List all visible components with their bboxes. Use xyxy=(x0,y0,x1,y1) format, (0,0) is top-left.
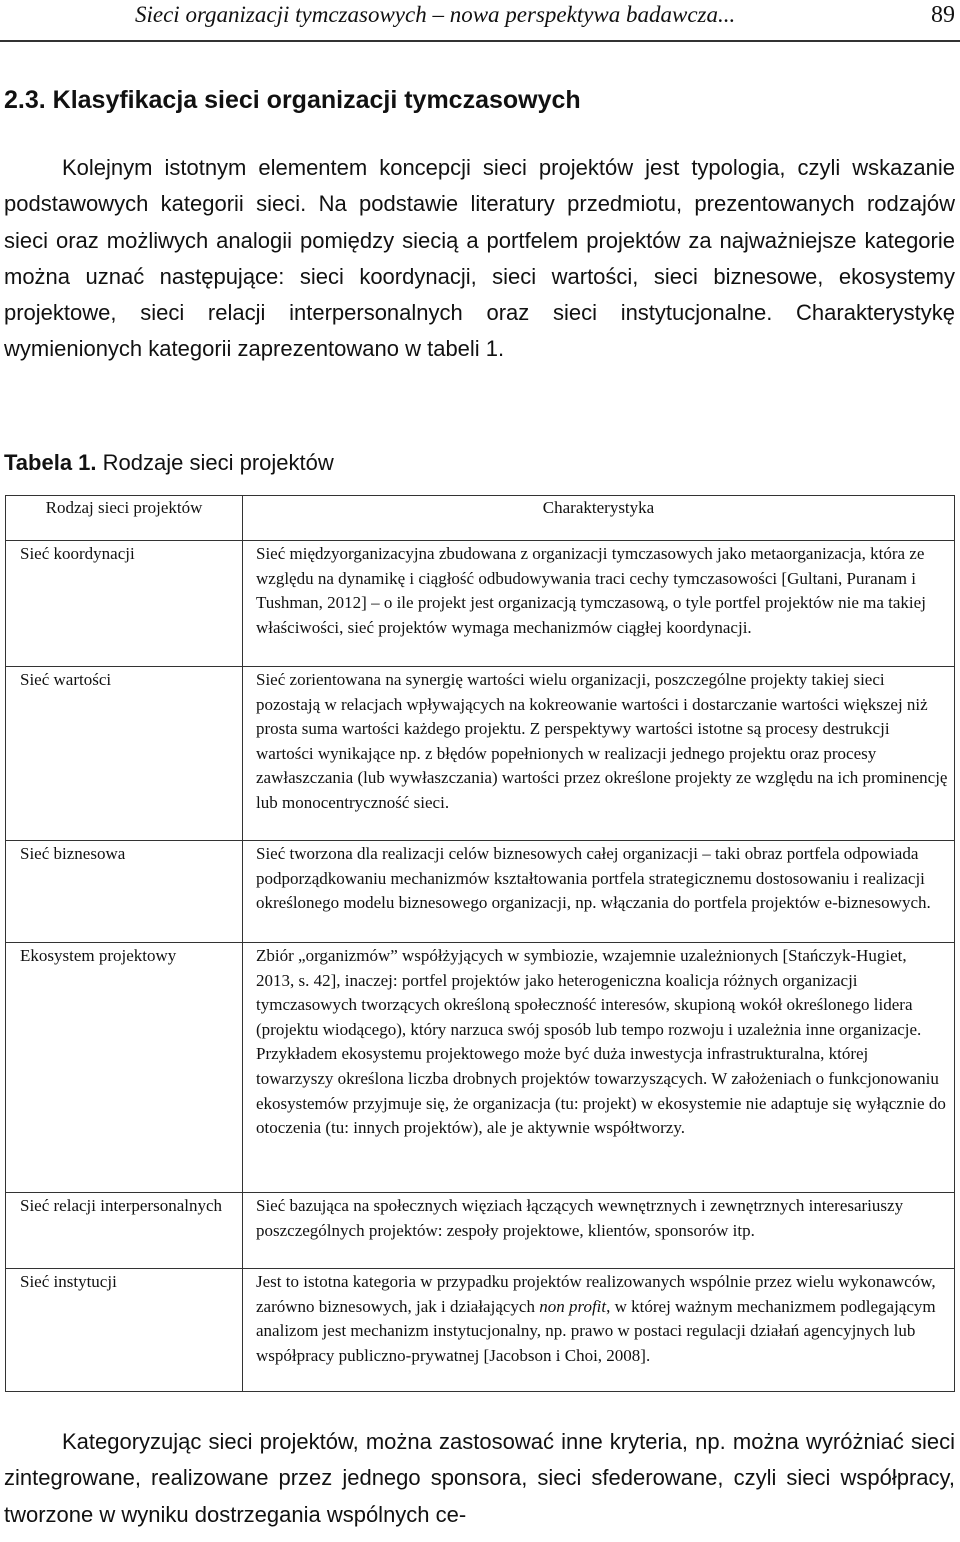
network-description-cell: Sieć bazująca na społecznych więziach łączących wewnętrznych i zewnętrznych interesariuszy poszczególnych projektów: zespoły projektowe, klientów, sponsorów itp. xyxy=(243,1193,955,1269)
column-header-type: Rodzaj sieci projektów xyxy=(6,496,243,541)
network-description-cell: Zbiór „organizmów” współżyjących w symbiozie, wzajemnie uzależnionych [Stańczyk-Hugiet, 2013, s. 42], inaczej: portfel projektów jako heterogeniczna koalicja różnych organizacji tymczasowych tworzących określoną społeczność interesów, skupioną wokół określonego lidera (projektu wiodącego), który narzuca swój sposób lub tempo rozwoju i uzależnia inne organizacje. Przykładem ekosystemu projektowego może być duża inwestycja infrastrukturalna, której towarzyszy określona liczba drobnych projektów towarzyszących. W założeniach o funkcjonowaniu ekosystemów przyjmuje się, że organizacja (tu: projekt) w ekosystemie nie adaptuje się wyłącznie do otoczenia (tu: innych projektów), ale je aktywnie współtworzy. xyxy=(243,943,955,1193)
running-header xyxy=(0,0,960,42)
network-description-cell: Sieć tworzona dla realizacji celów biznesowych całej organizacji – taki obraz portfela odpowiada podporządkowaniu mechanizmów kształtowania portfela strategicznemu dostosowaniu i realizacji określonego modelu biznesowego organizacji, np. włączania do portfela projektów e-biznesowych. xyxy=(243,841,955,943)
description-text: Jest to istotna kategoria w przypadku projektów realizowanych wspólnie przez wielu wykonawców, zarówno biznesowych, jak i działających xyxy=(256,1272,936,1316)
network-type-cell: Sieć wartości xyxy=(6,667,243,841)
table-row xyxy=(6,1193,955,1269)
table-row xyxy=(6,943,955,1193)
table-row xyxy=(6,667,955,841)
network-type-cell: Sieć instytucji xyxy=(6,1269,243,1392)
network-types-table xyxy=(5,495,955,1392)
network-description-cell xyxy=(243,1269,955,1392)
network-description-cell: Sieć zorientowana na synergię wartości wielu organizacji, poszczególne projekty takiej sieci pozostają w relacjach wpływających na kokreowanie wartości i dostarczanie wartości większej niż prosta suma wartości każdego projektu. Z perspektywy wartości istotne są procesy destrukcji wartości wynikające np. z błędów popełnionych w realizacji jednego projektu oraz procesy zawłaszczania (lub wywłaszczania) wartości przez określone projekty ze względu na ich prominencję lub monocentryczność sieci. xyxy=(243,667,955,841)
page-number: 89 xyxy=(931,2,955,28)
intro-paragraph: Kolejnym istotnym elementem koncepcji sieci projektów jest typologia, czyli wskazanie podstawowych kategorii sieci. Na podstawie literatury przedmiotu, prezentowanych rodzajów sieci oraz możliwych analogii pomiędzy siecią a portfelem projektów za najważniejsze kategorie można uznać następujące: sieci koordynacji, sieci wartości, sieci biznesowe, ekosystemy projektowe, sieci relacji interpersonalnych oraz sieci instytucjonalne. Charakterystykę wymienionych kategorii zaprezentowano w tabeli 1. xyxy=(4,155,955,362)
table-row xyxy=(6,1269,955,1392)
column-header-characteristics: Charakterystyka xyxy=(243,496,955,541)
table-caption-text: Rodzaje sieci projektów xyxy=(96,450,334,475)
table-caption-label: Tabela 1. xyxy=(4,450,97,475)
description-text: , w której ważnym mechanizmem podlegającym analizom jest mechanizm instytucjonalny, np. prawo w postaci regulacji działań agencyjnych lub współpracy publiczno-prywatnej [Jacobson i Choi, 2008]. xyxy=(256,1296,936,1365)
description-italic-term: non profit xyxy=(539,1296,607,1316)
network-type-cell: Ekosystem projektowy xyxy=(6,943,243,1193)
table-header-row xyxy=(6,496,955,541)
network-type-cell: Sieć koordynacji xyxy=(6,541,243,667)
table-row xyxy=(6,541,955,667)
table-row xyxy=(6,841,955,943)
closing-paragraph: Kategoryzując sieci projektów, można zastosować inne kryteria, np. można wyróżniać sieci zintegrowane, realizowane przez jednego sponsora, sieci sfederowane, czyli sieci współpracy, tworzone w wyniku dostrzegania wspólnych ce- xyxy=(4,1429,955,1527)
running-title: Sieci organizacji tymczasowych – nowa perspektywa badawcza... xyxy=(135,2,736,27)
network-description-cell: Sieć międzyorganizacyjna zbudowana z organizacji tymczasowych jako metaorganizacja, która ze względu na dynamikę i ciągłość odbudowywania traci cechy tymczasowości [Gultani, Puranam i Tushman, 2012] – o ile projekt jest organizacją tymczasową, o tyle portfel projektów nie ma takiej właściwości, sieć projektów wymaga mechanizmów ciągłej koordynacji. xyxy=(243,541,955,667)
network-type-cell: Sieć relacji interpersonalnych xyxy=(6,1193,243,1269)
network-type-cell: Sieć biznesowa xyxy=(6,841,243,943)
table-caption xyxy=(4,450,334,476)
section-heading: 2.3. Klasyfikacja sieci organizacji tymczasowych xyxy=(4,86,581,114)
